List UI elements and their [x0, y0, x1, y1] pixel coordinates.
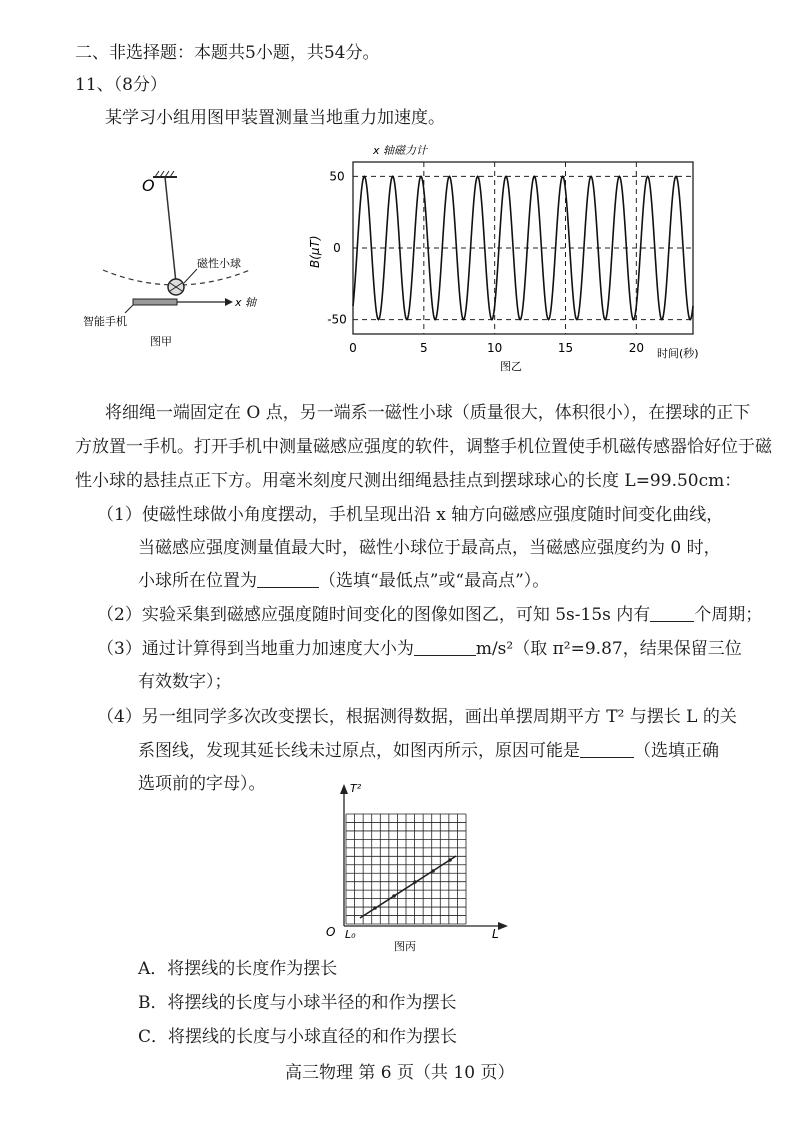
q2-line	[97, 600, 762, 625]
y-tick-label: 50	[329, 169, 345, 184]
q3-tail: m/s²（取 π²=9.87，结果保留三位	[475, 639, 742, 659]
x-label-L: L	[492, 927, 499, 941]
chart-title: x 轴磁力计	[373, 144, 428, 157]
question-number-text: 11、	[75, 75, 114, 95]
option-c: C．将摆线的长度与小球直径的和作为摆长	[138, 1027, 458, 1047]
q3-line1	[97, 634, 742, 659]
caption-bing: 图丙	[394, 940, 416, 953]
page-footer: 高三物理 第 6 页（共 10 页）	[285, 1063, 515, 1083]
x-tick-label: 20	[628, 341, 644, 355]
x-tick-label: 10	[487, 341, 503, 355]
y-tick-label: -50	[327, 312, 347, 327]
q1-line1: （1）使磁性球做小角度摆动，手机呈现出沿 x 轴方向磁感应强度随时间变化曲线，	[97, 505, 724, 525]
q4-line3: 选项前的字母）。	[138, 774, 266, 794]
y-label-T2: T²	[350, 782, 362, 795]
q1-answer-blank[interactable]	[257, 571, 319, 588]
q4-line2	[138, 736, 719, 761]
x-tick-label: 5	[420, 341, 428, 355]
body-p1-line3: 性小球的悬挂点正下方。用毫米刻度尺测出细绳悬挂点到摆球球心的长度 L=99.50cm：	[75, 471, 742, 491]
q4-line1: （4）另一组同学多次改变摆长，根据测得数据，画出单摆周期平方 T² 与摆长 L 的关	[97, 707, 737, 727]
section-heading: 二、非选择题：本题共5小题，共54分。	[75, 43, 380, 63]
data-point	[448, 858, 452, 862]
q3-line2: 有效数字）；	[138, 672, 232, 692]
caption-yi: 图乙	[500, 360, 522, 373]
figure-yi-chart	[305, 140, 755, 375]
q2-text: （2）实验采集到磁感应强度随时间变化的图像如图乙，可知 5s-15s 内有	[97, 605, 651, 625]
q1-line3	[138, 566, 549, 591]
x-tick-label: 15	[557, 341, 574, 355]
option-b: B．将摆线的长度与小球半径的和作为摆长	[138, 993, 457, 1013]
q1-line3-tail: （选填“最低点”或“最高点”）。	[319, 571, 550, 591]
y-tick-label: 0	[333, 241, 341, 255]
data-point	[413, 880, 417, 884]
data-point	[392, 894, 396, 898]
grid	[346, 814, 466, 924]
question-points: （8分）	[113, 75, 167, 95]
figure-jia	[75, 155, 275, 355]
q1-line3-text: 小球所在位置为	[138, 571, 257, 591]
q4-text: 系图线，发现其延长线未过原点，如图丙所示，原因可能是	[138, 741, 580, 761]
figure-bing	[320, 778, 520, 953]
q4-tail: （选填正确	[634, 741, 719, 761]
q3-answer-blank[interactable]	[414, 639, 476, 656]
label-magnetic-ball: 磁性小球	[197, 257, 241, 270]
option-a: A．将摆线的长度作为摆长	[138, 959, 338, 979]
caption-jia: 图甲	[150, 335, 172, 348]
label-x-axis: x 轴	[235, 296, 257, 309]
q2-answer-blank[interactable]	[650, 605, 694, 622]
q2-tail: 个周期；	[694, 605, 763, 625]
q4-answer-blank[interactable]	[580, 741, 634, 758]
data-point	[431, 869, 435, 873]
y-axis-label: B(μT)	[308, 235, 322, 268]
label-phone: 智能手机	[83, 315, 127, 328]
x-tick-label: 0	[349, 341, 357, 355]
data-point	[373, 906, 377, 910]
L0-label: L₀	[345, 928, 356, 941]
question-intro: 某学习小组用图甲装置测量当地重力加速度。	[105, 108, 445, 128]
q3-text: （3）通过计算得到当地重力加速度大小为	[97, 639, 414, 659]
phone	[133, 299, 177, 305]
x-axis-label: 时间(秒)	[657, 347, 699, 360]
body-p1-line1: 将细绳一端固定在 O 点，另一端系一磁性小球（质量很大，体积很小），在摆球的正下	[105, 403, 751, 423]
label-O: O	[142, 176, 155, 195]
q1-line2: 当磁感应强度测量值最大时，磁性小球位于最高点，当磁感应强度约为 0 时，	[138, 538, 721, 558]
origin-label: O	[326, 925, 336, 939]
body-p1-line2: 方放置一手机。打开手机中测量磁感应强度的软件，调整手机位置使手机磁传感器恰好位于磁	[75, 437, 772, 457]
question-number	[75, 70, 167, 95]
